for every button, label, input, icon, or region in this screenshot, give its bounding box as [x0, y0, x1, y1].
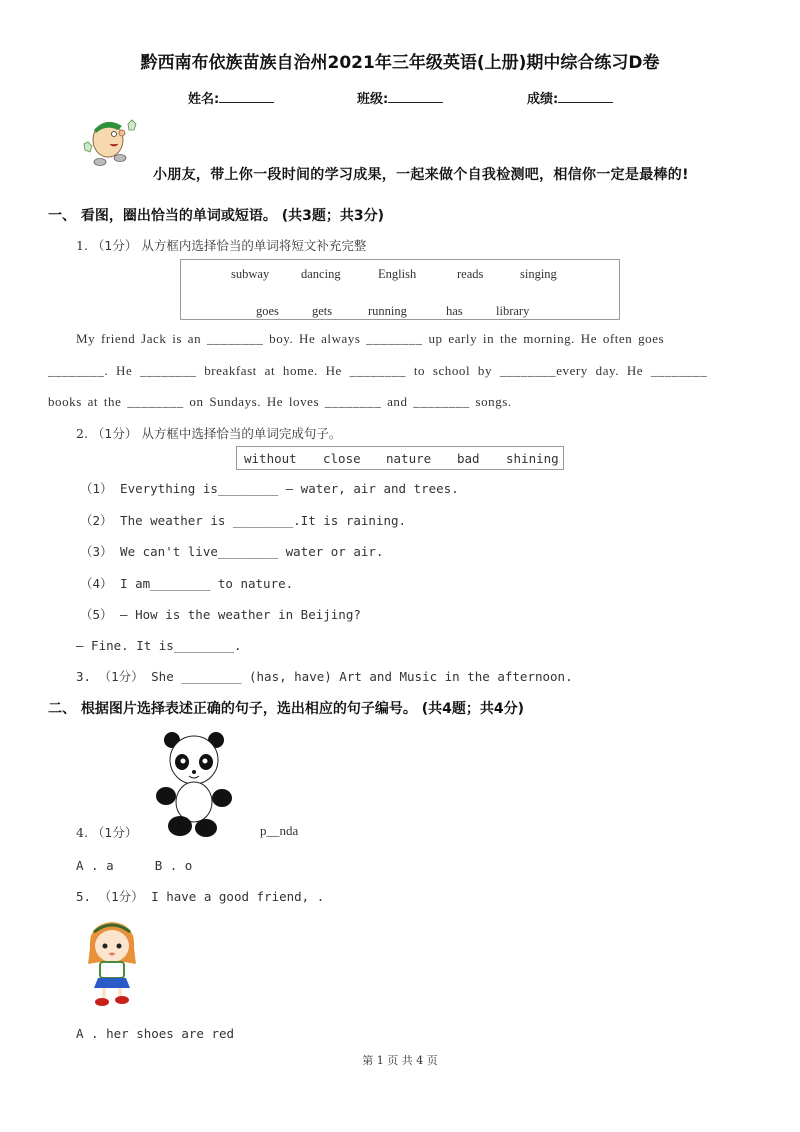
- q2-word-box: [236, 446, 564, 470]
- q4-option-b[interactable]: B . o: [154, 858, 193, 873]
- q2-number: 2.: [76, 426, 88, 441]
- q4-word: p__nda: [260, 823, 299, 838]
- word-box-item: bad: [457, 451, 480, 466]
- name-blank[interactable]: [219, 90, 274, 103]
- word-box-item: library: [496, 304, 530, 318]
- class-label: 班级:: [357, 92, 389, 107]
- class-blank[interactable]: [388, 90, 443, 103]
- q3-text: She ________ (has, have) Art and Music in the afternoon.: [151, 669, 573, 684]
- q4-number: 4.: [76, 825, 88, 840]
- page-footer: 第 1 页 共 4 页: [362, 1054, 438, 1067]
- greeting-text: 小朋友，带上你一段时间的学习成果，一起来做个自我检测吧，相信你一定是最棒的!: [153, 167, 689, 183]
- word-box-item: gets: [312, 304, 333, 318]
- q2-item-5: （5） — How is the weather in Beijing?: [80, 607, 361, 622]
- q2-item-3: （3） We can't live________ water or air.: [80, 544, 384, 559]
- q2-instruction: 从方框中选择恰当的单词完成句子。: [141, 426, 342, 441]
- word-box-item: reads: [457, 267, 484, 281]
- q1-passage-line-2: ________. He ________ breakfast at home. He ________ to school by ________every day. He ________: [48, 363, 708, 378]
- q1-number: 1.: [76, 238, 88, 253]
- q1-points: （1分）: [91, 238, 138, 253]
- section2-heading: 二、 根据图片选择表述正确的句子，选出相应的句子编号。 (共4题；共4分): [48, 701, 525, 717]
- q2-item-4: （4） I am________ to nature.: [80, 576, 294, 591]
- word-box-item: goes: [256, 304, 279, 318]
- score-field[interactable]: [527, 88, 613, 107]
- word-box-item: dancing: [301, 267, 341, 281]
- word-box-item: without: [244, 451, 297, 466]
- q5-line: [76, 887, 324, 905]
- q5-option-a[interactable]: A . her shoes are red: [76, 1026, 235, 1041]
- word-box-item: has: [446, 304, 463, 318]
- q4-points: （1分）: [91, 825, 138, 840]
- word-box-item: subway: [231, 267, 270, 281]
- q2-item-2: （2） The weather is ________.It is raining.: [80, 513, 407, 528]
- q1-word-box: [180, 259, 620, 320]
- word-box-item: shining: [506, 451, 559, 466]
- q3-points: （1分）: [98, 669, 144, 684]
- q5-number: 5.: [76, 889, 92, 904]
- class-field[interactable]: [357, 88, 443, 107]
- q2-header: [76, 424, 341, 442]
- q1-passage-line-3: books at the ________ on Sundays. He loves ________ and ________ songs.: [48, 394, 512, 409]
- q2-item-1: （1） Everything is________ — water, air and trees.: [80, 481, 459, 496]
- score-label: 成绩:: [527, 92, 559, 107]
- name-label: 姓名:: [188, 92, 220, 107]
- q2-points: （1分）: [91, 426, 138, 441]
- word-box-item: nature: [386, 451, 432, 466]
- word-box-item: singing: [520, 267, 557, 281]
- q3-number: 3.: [76, 669, 92, 684]
- q5-text: I have a good friend, .: [151, 889, 325, 904]
- score-blank[interactable]: [558, 90, 613, 103]
- q5-points: （1分）: [98, 889, 144, 904]
- q2-answer-line: — Fine. It is________.: [76, 638, 242, 653]
- word-box-item: close: [323, 451, 361, 466]
- q4-header: [76, 823, 137, 841]
- q4-options: [76, 858, 192, 873]
- panda-image: [156, 730, 234, 838]
- mascot-image: [78, 114, 146, 168]
- q1-instruction: 从方框内选择恰当的单词将短文补充完整: [141, 238, 367, 253]
- word-box-item: running: [368, 304, 407, 318]
- girl-image: [84, 918, 142, 1010]
- q4-option-a[interactable]: A . a: [76, 858, 114, 873]
- q1-header: [76, 236, 366, 254]
- page-title: 黔西南布依族苗族自治州2021年三年级英语(上册)期中综合练习D卷: [140, 53, 660, 73]
- q1-passage-line-1: My friend Jack is an ________ boy. He always ________ up early in the morning. He often goes: [76, 331, 665, 346]
- name-field[interactable]: [188, 88, 274, 107]
- section1-heading: 一、 看图，圈出恰当的单词或短语。 (共3题；共3分): [48, 208, 385, 224]
- q3-line: [76, 667, 573, 685]
- word-box-item: English: [378, 267, 417, 281]
